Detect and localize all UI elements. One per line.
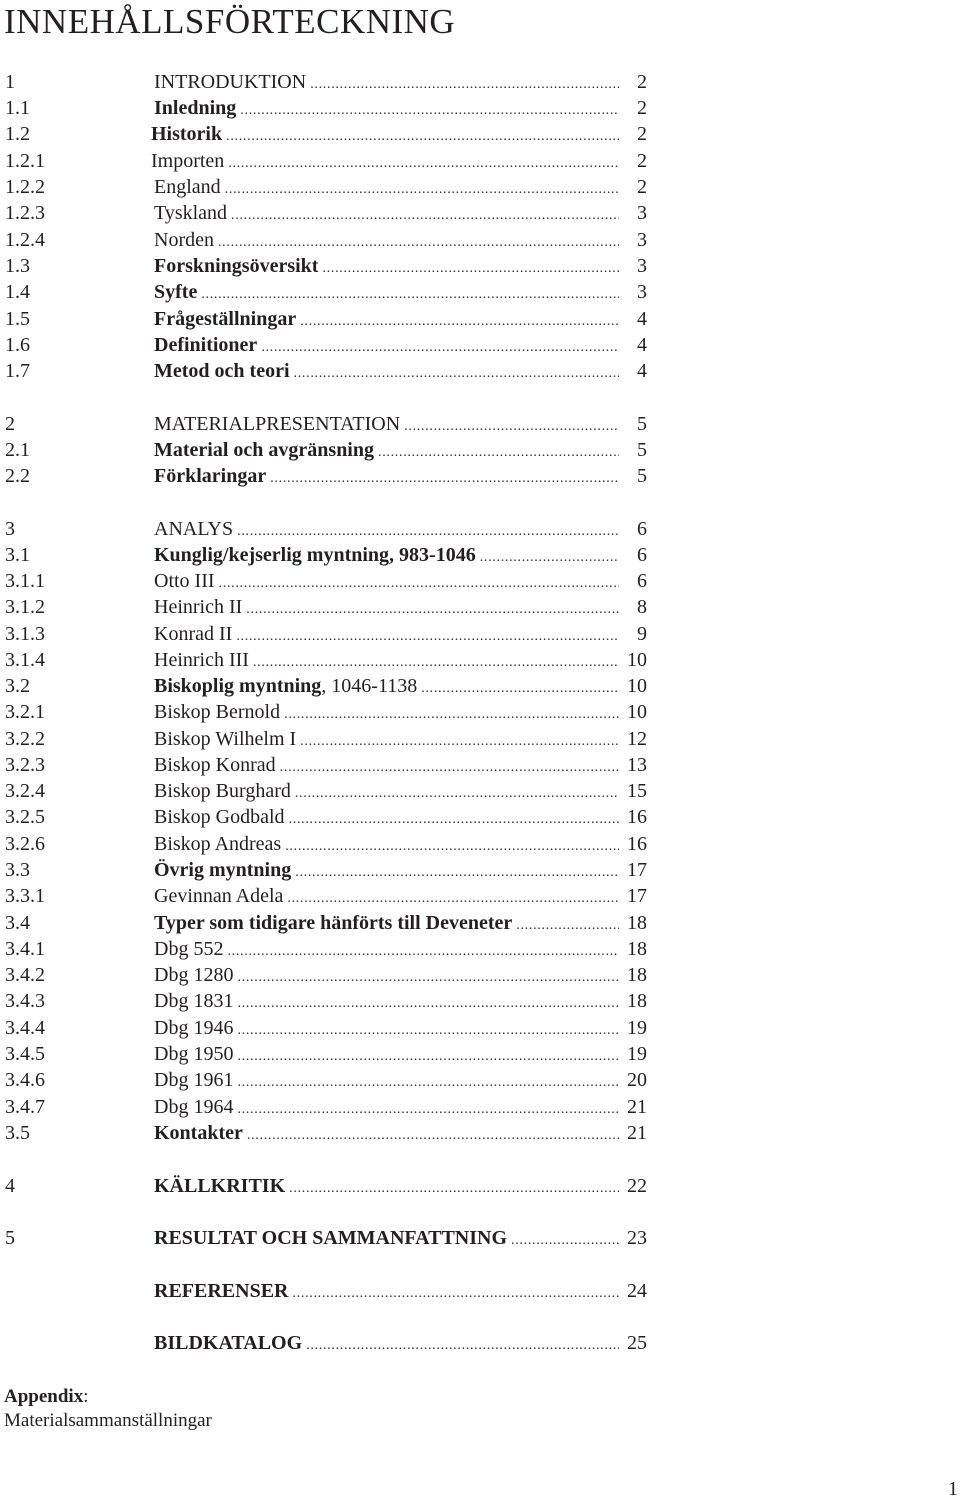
toc-entry [154, 594, 647, 623]
toc-row[interactable] [0, 910, 960, 936]
dot-leader [287, 886, 619, 912]
toc-title-text: Dbg 1280 [154, 964, 234, 986]
toc-number: 3.1.4 [5, 649, 45, 671]
toc-number: 3.4.5 [5, 1043, 45, 1065]
dot-leader [294, 361, 619, 387]
toc-title-bold: Forskningsöversikt [154, 255, 319, 277]
toc-entry [154, 1094, 647, 1123]
toc-number: 1.2.4 [5, 229, 45, 251]
toc-entry [154, 699, 647, 728]
toc-title [154, 1015, 237, 1041]
toc-page-number: 23 [627, 1227, 647, 1249]
toc-title [154, 804, 289, 830]
toc-number: 2.1 [5, 439, 30, 461]
toc-row[interactable] [0, 69, 960, 95]
toc-entry [154, 568, 647, 597]
toc-title [154, 227, 218, 253]
toc-title-text: Tyskland [154, 202, 228, 224]
toc-row[interactable] [0, 1094, 960, 1120]
toc-number: 4 [5, 1175, 15, 1197]
toc-title-suffix: , 1046-1138 [321, 675, 418, 697]
toc-title [154, 332, 261, 358]
toc-title [154, 1094, 237, 1120]
toc-row[interactable] [0, 699, 960, 725]
toc-title [154, 857, 295, 883]
toc-page-number: 4 [637, 308, 647, 330]
toc-page-number: 9 [637, 623, 647, 645]
toc-number: 3.2.6 [5, 833, 45, 855]
dot-leader [237, 991, 619, 1017]
toc-row[interactable] [0, 148, 960, 174]
toc-page-number: 19 [627, 1043, 647, 1065]
toc-number: 3.1.1 [5, 570, 45, 592]
page-title: INNEHÅLLSFÖRTECKNING [4, 2, 456, 41]
toc-number: 1.5 [5, 308, 30, 330]
toc-title [154, 95, 240, 121]
toc-title-text: Norden [154, 229, 214, 251]
toc-row[interactable] [0, 1120, 960, 1146]
toc-row[interactable] [0, 752, 960, 778]
toc-number: 3 [5, 518, 15, 540]
toc-title-text: Dbg 1950 [154, 1043, 234, 1065]
dot-leader [511, 1228, 619, 1254]
toc-entry [154, 910, 647, 939]
toc-number: 5 [5, 1227, 15, 1249]
toc-entry [154, 542, 647, 571]
toc-row[interactable] [0, 437, 960, 463]
toc-title [154, 831, 285, 857]
toc-row[interactable] [0, 121, 960, 147]
toc-title [154, 726, 300, 752]
toc-title-bold: REFERENSER [154, 1280, 289, 1302]
toc-row[interactable] [0, 726, 960, 752]
toc-title-bold: Biskoplig myntning [154, 675, 322, 697]
dot-leader [246, 597, 619, 623]
toc-number: 3.5 [5, 1122, 30, 1144]
toc-entry [154, 726, 647, 755]
toc-row[interactable] [0, 332, 960, 358]
toc-page-number: 21 [627, 1096, 647, 1118]
toc-page-number: 13 [627, 754, 647, 776]
toc-page-number: 6 [637, 544, 647, 566]
toc-page-number: 16 [627, 806, 647, 828]
toc-title-text: Dbg 1961 [154, 1069, 234, 1091]
toc-title [154, 306, 300, 332]
toc-row[interactable] [0, 831, 960, 857]
toc-row[interactable] [0, 1173, 960, 1199]
toc-number: 1.7 [5, 360, 30, 382]
toc-title [154, 437, 378, 463]
page-number: 1 [948, 1478, 958, 1500]
toc-number: 1.3 [5, 255, 30, 277]
toc-title [154, 699, 284, 725]
toc-page-number: 5 [637, 413, 647, 435]
toc-row[interactable] [0, 804, 960, 830]
toc-entry [154, 95, 647, 124]
toc-entry [154, 358, 647, 387]
toc-entry [154, 962, 647, 991]
toc-title-text: Dbg 552 [154, 938, 224, 960]
toc-entry [154, 778, 647, 807]
dot-leader [284, 702, 619, 728]
toc-entry [154, 752, 647, 781]
toc-title-text: Otto III [154, 570, 215, 592]
toc-page-number: 5 [637, 465, 647, 487]
toc-title-text: MATERIALPRESENTATION [154, 413, 401, 435]
toc-page-number: 10 [627, 701, 647, 723]
toc-page-number: 25 [627, 1332, 647, 1354]
toc-entry [154, 804, 647, 833]
toc-entry [154, 332, 647, 361]
toc-entry [154, 1120, 647, 1149]
toc-row[interactable] [0, 1041, 960, 1067]
toc-row[interactable] [0, 1330, 960, 1356]
toc-title [154, 1278, 292, 1304]
dot-leader [289, 807, 619, 833]
toc-number: 3.2.2 [5, 728, 45, 750]
toc-row[interactable] [0, 1278, 960, 1304]
toc-title [154, 1330, 306, 1356]
toc-page-number: 4 [637, 334, 647, 356]
toc-number: 3.2.4 [5, 780, 45, 802]
toc-title [154, 1067, 237, 1093]
toc-entry [154, 174, 647, 203]
toc-entry [154, 463, 647, 492]
toc-title-text: Biskop Andreas [154, 833, 282, 855]
toc-page-number: 4 [637, 360, 647, 382]
toc-title [154, 568, 219, 594]
toc-entry [154, 936, 647, 965]
toc-title-text: England [154, 176, 221, 198]
toc-page-number: 5 [637, 439, 647, 461]
toc-number: 1.2 [5, 123, 30, 145]
toc-number: 3.1.3 [5, 623, 45, 645]
toc-title-text: Biskop Wilhelm I [154, 728, 297, 750]
toc-row[interactable] [0, 647, 960, 673]
toc-title [154, 1173, 289, 1199]
toc-title [154, 621, 236, 647]
toc-title [154, 778, 295, 804]
toc-row[interactable] [0, 962, 960, 988]
toc-row[interactable] [0, 306, 960, 332]
toc-page-number: 6 [637, 518, 647, 540]
toc-number: 3.3.1 [5, 885, 45, 907]
toc-number: 2 [5, 413, 15, 435]
toc-title-text: Dbg 1831 [154, 990, 234, 1012]
dot-leader [201, 282, 619, 308]
toc-page-number: 2 [637, 97, 647, 119]
toc-title-bold: RESULTAT OCH SAMMANFATTNING [154, 1227, 508, 1249]
toc-row[interactable] [0, 279, 960, 305]
toc-title [154, 69, 310, 95]
toc-title-text: Biskop Godbald [154, 806, 285, 828]
toc-title [154, 936, 227, 962]
toc-entry [154, 253, 647, 282]
toc-title-bold: Inledning [154, 97, 237, 119]
toc-title-text: ANALYS [154, 518, 234, 540]
toc-entry [154, 1067, 647, 1096]
toc-title [154, 673, 421, 699]
toc-entry [154, 1041, 647, 1070]
toc-row[interactable] [0, 200, 960, 226]
dot-leader [237, 1070, 619, 1096]
toc-entry [154, 1015, 647, 1044]
toc-title-text: Biskop Bernold [154, 701, 281, 723]
toc-page-number: 18 [627, 938, 647, 960]
dot-leader [289, 1176, 619, 1202]
appendix-text: Materialsammanställningar [4, 1410, 212, 1431]
toc-number: 1.2.3 [5, 202, 45, 224]
toc-title-bold: Kunglig/kejserlig myntning, 983-1046 [154, 544, 476, 566]
toc-entry [151, 148, 647, 177]
toc-title-bold: BILDKATALOG [154, 1332, 303, 1354]
toc-number: 2.2 [5, 465, 30, 487]
toc-entry [154, 411, 647, 440]
toc-page-number: 12 [627, 728, 647, 750]
toc-entry [154, 988, 647, 1017]
toc-number: 3.4.4 [5, 1017, 45, 1039]
toc-number: 3.3 [5, 859, 30, 881]
toc-title-bold: Definitioner [154, 334, 258, 356]
toc-number: 3.2 [5, 675, 30, 697]
toc-row[interactable] [0, 1015, 960, 1041]
toc-entry [154, 306, 647, 335]
toc-page-number: 18 [627, 964, 647, 986]
toc-title-text: Dbg 1964 [154, 1096, 234, 1118]
toc-entry [154, 516, 647, 545]
toc-number: 1.2.1 [5, 150, 45, 172]
toc-title [154, 253, 322, 279]
toc-title [154, 988, 237, 1014]
toc-row[interactable] [0, 516, 960, 542]
toc-number: 3.2.5 [5, 806, 45, 828]
toc-page-number: 17 [627, 859, 647, 881]
toc-title [154, 463, 270, 489]
dot-leader [306, 1333, 619, 1359]
toc-title-text: Gevinnan Adela [154, 885, 284, 907]
toc-entry [154, 227, 647, 256]
toc-title [154, 910, 516, 936]
toc-number: 3.2.1 [5, 701, 45, 723]
toc-number: 3.4.7 [5, 1096, 45, 1118]
toc-page-number: 8 [637, 596, 647, 618]
toc-title-bold: Syfte [154, 281, 198, 303]
toc-title-text: Heinrich II [154, 596, 243, 618]
toc-page-number: 10 [627, 675, 647, 697]
toc-title-bold: Övrig myntning [154, 859, 292, 881]
toc-number: 1.4 [5, 281, 30, 303]
toc-page-number: 15 [627, 780, 647, 802]
toc-number: 3.4.2 [5, 964, 45, 986]
toc-title [154, 542, 480, 568]
toc-title [154, 1041, 237, 1067]
toc-row[interactable] [0, 358, 960, 384]
toc-row[interactable] [0, 936, 960, 962]
toc-entry [154, 1278, 647, 1307]
toc-row[interactable] [0, 411, 960, 437]
toc-entry [154, 1330, 647, 1359]
toc-title-bold: Metod och teori [154, 360, 290, 382]
toc-page-number: 2 [637, 150, 647, 172]
toc-page-number: 16 [627, 833, 647, 855]
toc-page-number: 10 [627, 649, 647, 671]
toc-page-number: 6 [637, 570, 647, 592]
toc-page-number: 2 [637, 71, 647, 93]
toc-page-number: 19 [627, 1017, 647, 1039]
toc-title [154, 883, 287, 909]
toc-row[interactable] [0, 883, 960, 909]
toc-entry [154, 1173, 647, 1202]
toc-title-text: Heinrich III [154, 649, 249, 671]
toc-title-bold: KÄLLKRITIK [154, 1175, 286, 1197]
toc-title [154, 200, 231, 226]
dot-leader [226, 124, 619, 150]
toc-number: 3.1 [5, 544, 30, 566]
toc-title [154, 1225, 511, 1251]
toc-row[interactable] [0, 621, 960, 647]
toc-title-text: Dbg 1946 [154, 1017, 234, 1039]
toc-row[interactable] [0, 253, 960, 279]
toc-title-bold: Frågeställningar [154, 308, 297, 330]
toc-entry [154, 831, 647, 860]
toc-number: 1 [5, 71, 15, 93]
toc-page-number: 24 [627, 1280, 647, 1302]
toc-title-text: Biskop Burghard [154, 780, 291, 802]
toc-title [154, 516, 237, 542]
toc-title [154, 358, 294, 384]
toc-title-bold: Historik [151, 123, 223, 145]
toc-title [154, 594, 246, 620]
toc-title-bold: Förklaringar [154, 465, 267, 487]
toc-row[interactable] [0, 542, 960, 568]
toc-title-text: Biskop Konrad [154, 754, 276, 776]
toc-number: 3.4.1 [5, 938, 45, 960]
toc-title [154, 411, 404, 437]
toc-title-bold: Typer som tidigare hänförts till Deveneter [154, 912, 513, 934]
toc-title [154, 279, 201, 305]
toc-row[interactable] [0, 1067, 960, 1093]
appendix-note [4, 1385, 212, 1433]
toc-row[interactable] [0, 95, 960, 121]
toc-page-number: 3 [637, 202, 647, 224]
toc-page-number: 2 [637, 123, 647, 145]
toc-page-number: 3 [637, 281, 647, 303]
toc-number: 1.1 [5, 97, 30, 119]
toc-number: 3.4.3 [5, 990, 45, 1012]
toc-entry [154, 673, 647, 702]
toc-entry [154, 1225, 647, 1254]
toc-page-number: 3 [637, 229, 647, 251]
toc-row[interactable] [0, 673, 960, 699]
toc-title-text: Konrad II [154, 623, 233, 645]
toc-row[interactable] [0, 988, 960, 1014]
toc-title [154, 174, 225, 200]
toc-row[interactable] [0, 778, 960, 804]
toc-title-text: Importen [151, 150, 225, 172]
toc-entry [154, 279, 647, 308]
toc-entry [154, 200, 647, 229]
toc-row[interactable] [0, 174, 960, 200]
toc-entry [154, 647, 647, 676]
toc-entry [154, 883, 647, 912]
toc-row[interactable] [0, 463, 960, 489]
dot-leader [247, 1123, 619, 1149]
toc-page-number: 21 [627, 1122, 647, 1144]
toc-number: 3.2.3 [5, 754, 45, 776]
toc-title [151, 121, 226, 147]
toc-page-number: 22 [627, 1175, 647, 1197]
dot-leader [270, 466, 619, 492]
toc-entry [154, 621, 647, 650]
toc-page-number: 17 [627, 885, 647, 907]
toc-title [154, 647, 253, 673]
toc-number: 1.6 [5, 334, 30, 356]
appendix-colon: : [83, 1386, 89, 1407]
toc-row[interactable] [0, 568, 960, 594]
toc-number: 3.4 [5, 912, 30, 934]
toc-page-number: 18 [627, 912, 647, 934]
toc-entry [151, 121, 647, 150]
dot-leader [292, 1281, 619, 1307]
toc-page-number: 18 [627, 990, 647, 1012]
toc-number: 1.2.2 [5, 176, 45, 198]
appendix-label: Appendix [4, 1386, 84, 1407]
dot-leader [231, 203, 619, 229]
toc-number: 3.4.6 [5, 1069, 45, 1091]
toc-title-bold: Kontakter [154, 1122, 243, 1144]
toc-row[interactable] [0, 594, 960, 620]
toc-title [154, 1120, 247, 1146]
toc-title-text: INTRODUKTION [154, 71, 307, 93]
toc-row[interactable] [0, 1225, 960, 1251]
toc-title [151, 148, 228, 174]
toc-row[interactable] [0, 227, 960, 253]
toc-title [154, 752, 280, 778]
toc-row[interactable] [0, 857, 960, 883]
toc-page-number: 2 [637, 176, 647, 198]
toc-entry [154, 437, 647, 466]
toc-entry [154, 857, 647, 886]
toc-title [154, 962, 237, 988]
toc-entry [154, 69, 647, 98]
toc-number: 3.1.2 [5, 596, 45, 618]
toc-page-number: 3 [637, 255, 647, 277]
toc-title-bold: Material och avgränsning [154, 439, 374, 461]
toc-page-number: 20 [627, 1069, 647, 1091]
